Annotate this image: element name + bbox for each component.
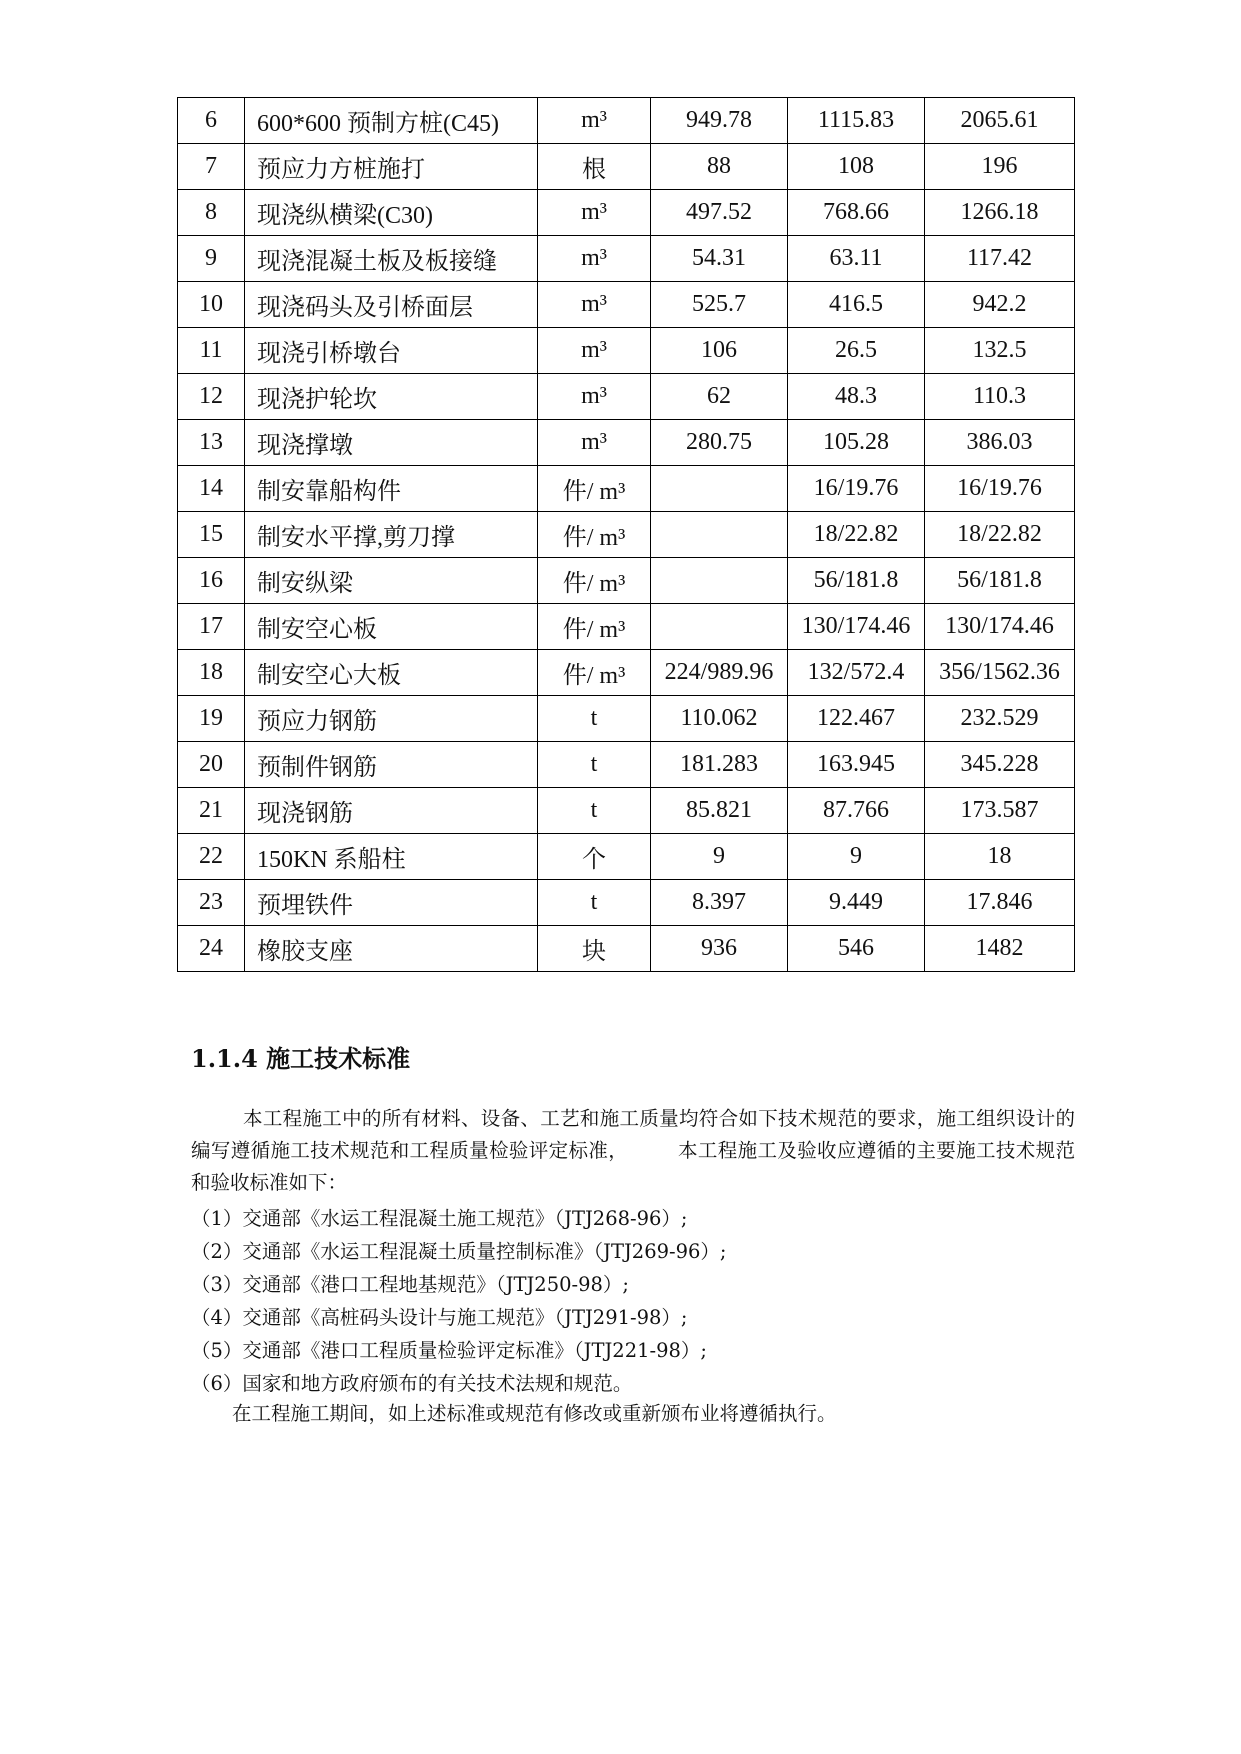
quantity-b-cell: 108 bbox=[788, 144, 925, 190]
row-number-cell: 9 bbox=[178, 236, 245, 282]
table-row bbox=[178, 926, 1075, 972]
table-row bbox=[178, 98, 1075, 144]
total-cell: 356/1562.36 bbox=[925, 650, 1075, 696]
quantity-a-cell bbox=[651, 604, 788, 650]
quantity-b-cell: 416.5 bbox=[788, 282, 925, 328]
item-name-cell: 现浇护轮坎 bbox=[245, 374, 538, 420]
total-cell: 56/181.8 bbox=[925, 558, 1075, 604]
row-number-cell: 7 bbox=[178, 144, 245, 190]
row-number-cell: 12 bbox=[178, 374, 245, 420]
row-number-cell: 14 bbox=[178, 466, 245, 512]
standard-item: （5）交通部《港口工程质量检验评定标准》（JTJ221-98）; bbox=[191, 1339, 707, 1362]
unit-cell: 件/ m³ bbox=[538, 558, 651, 604]
table-row bbox=[178, 328, 1075, 374]
quantity-a-cell: 525.7 bbox=[651, 282, 788, 328]
quantity-b-cell: 16/19.76 bbox=[788, 466, 925, 512]
total-cell: 1482 bbox=[925, 926, 1075, 972]
unit-cell: m³ bbox=[538, 98, 651, 144]
total-cell: 16/19.76 bbox=[925, 466, 1075, 512]
total-cell: 345.228 bbox=[925, 742, 1075, 788]
row-number-cell: 17 bbox=[178, 604, 245, 650]
quantity-table-body bbox=[178, 98, 1075, 972]
closing-paragraph: 在工程施工期间，如上述标准或规范有修改或重新颁布业将遵循执行。 bbox=[232, 1402, 837, 1425]
item-name-cell: 150KN 系船柱 bbox=[245, 834, 538, 880]
item-name-cell: 制安水平撑,剪刀撑 bbox=[245, 512, 538, 558]
table-row bbox=[178, 742, 1075, 788]
item-name-cell: 制安靠船构件 bbox=[245, 466, 538, 512]
table-row bbox=[178, 880, 1075, 926]
unit-cell: m³ bbox=[538, 374, 651, 420]
table-row bbox=[178, 236, 1075, 282]
quantity-a-cell bbox=[651, 558, 788, 604]
quantity-b-cell: 18/22.82 bbox=[788, 512, 925, 558]
quantity-b-cell: 130/174.46 bbox=[788, 604, 925, 650]
item-name-cell: 现浇引桥墩台 bbox=[245, 328, 538, 374]
total-cell: 1266.18 bbox=[925, 190, 1075, 236]
unit-cell: t bbox=[538, 788, 651, 834]
table-row bbox=[178, 144, 1075, 190]
quantity-b-cell: 132/572.4 bbox=[788, 650, 925, 696]
standard-item: （2）交通部《水运工程混凝土质量控制标准》（JTJ269-96）; bbox=[191, 1240, 727, 1263]
quantity-b-cell: 768.66 bbox=[788, 190, 925, 236]
unit-cell: 件/ m³ bbox=[538, 512, 651, 558]
quantity-b-cell: 63.11 bbox=[788, 236, 925, 282]
unit-cell: 根 bbox=[538, 144, 651, 190]
item-name-cell: 600*600 预制方桩(C45) bbox=[245, 98, 538, 144]
quantity-a-cell: 85.821 bbox=[651, 788, 788, 834]
row-number-cell: 8 bbox=[178, 190, 245, 236]
quantity-b-cell: 122.467 bbox=[788, 696, 925, 742]
total-cell: 110.3 bbox=[925, 374, 1075, 420]
item-name-cell: 现浇钢筋 bbox=[245, 788, 538, 834]
quantity-b-cell: 163.945 bbox=[788, 742, 925, 788]
row-number-cell: 18 bbox=[178, 650, 245, 696]
standard-item: （3）交通部《港口工程地基规范》（JTJ250-98）; bbox=[191, 1273, 629, 1296]
row-number-cell: 23 bbox=[178, 880, 245, 926]
table-row bbox=[178, 420, 1075, 466]
standard-item: （1）交通部《水运工程混凝土施工规范》（JTJ268-96）; bbox=[191, 1207, 688, 1230]
quantity-a-cell: 497.52 bbox=[651, 190, 788, 236]
quantity-b-cell: 9 bbox=[788, 834, 925, 880]
row-number-cell: 20 bbox=[178, 742, 245, 788]
table-row bbox=[178, 788, 1075, 834]
standard-item: （6）国家和地方政府颁布的有关技术法规和规范。 bbox=[191, 1372, 633, 1395]
quantity-a-cell: 62 bbox=[651, 374, 788, 420]
row-number-cell: 22 bbox=[178, 834, 245, 880]
item-name-cell: 预制件钢筋 bbox=[245, 742, 538, 788]
table-row bbox=[178, 190, 1075, 236]
quantity-a-cell: 949.78 bbox=[651, 98, 788, 144]
standard-item: （4）交通部《高桩码头设计与施工规范》（JTJ291-98）; bbox=[191, 1306, 688, 1329]
quantity-b-cell: 105.28 bbox=[788, 420, 925, 466]
unit-cell: t bbox=[538, 880, 651, 926]
unit-cell: t bbox=[538, 742, 651, 788]
table-row bbox=[178, 604, 1075, 650]
item-name-cell: 预应力方桩施打 bbox=[245, 144, 538, 190]
quantity-a-cell: 106 bbox=[651, 328, 788, 374]
table-row bbox=[178, 374, 1075, 420]
table-row bbox=[178, 650, 1075, 696]
table-row bbox=[178, 696, 1075, 742]
total-cell: 232.529 bbox=[925, 696, 1075, 742]
quantity-b-cell: 56/181.8 bbox=[788, 558, 925, 604]
unit-cell: m³ bbox=[538, 190, 651, 236]
total-cell: 17.846 bbox=[925, 880, 1075, 926]
item-name-cell: 现浇纵横梁(C30) bbox=[245, 190, 538, 236]
table-row bbox=[178, 512, 1075, 558]
item-name-cell: 预应力钢筋 bbox=[245, 696, 538, 742]
total-cell: 18 bbox=[925, 834, 1075, 880]
item-name-cell: 预埋铁件 bbox=[245, 880, 538, 926]
row-number-cell: 15 bbox=[178, 512, 245, 558]
unit-cell: m³ bbox=[538, 420, 651, 466]
row-number-cell: 21 bbox=[178, 788, 245, 834]
unit-cell: 件/ m³ bbox=[538, 650, 651, 696]
table-row bbox=[178, 282, 1075, 328]
quantity-a-cell: 224/989.96 bbox=[651, 650, 788, 696]
total-cell: 2065.61 bbox=[925, 98, 1075, 144]
intro-paragraph: 本工程施工中的所有材料、设备、工艺和施工质量均符合如下技术规范的要求，施工组织设计的编写遵循施工技术规范和工程质量检验评定标准， 本工程施工及验收应遵循的主要施工技术规范和验收标准如下： bbox=[191, 1107, 1075, 1194]
quantity-b-cell: 1115.83 bbox=[788, 98, 925, 144]
quantity-b-cell: 546 bbox=[788, 926, 925, 972]
total-cell: 942.2 bbox=[925, 282, 1075, 328]
quantity-a-cell: 936 bbox=[651, 926, 788, 972]
quantity-a-cell: 110.062 bbox=[651, 696, 788, 742]
item-name-cell: 制安空心板 bbox=[245, 604, 538, 650]
unit-cell: 块 bbox=[538, 926, 651, 972]
quantity-a-cell: 181.283 bbox=[651, 742, 788, 788]
total-cell: 117.42 bbox=[925, 236, 1075, 282]
row-number-cell: 24 bbox=[178, 926, 245, 972]
unit-cell: 件/ m³ bbox=[538, 466, 651, 512]
item-name-cell: 现浇混凝土板及板接缝 bbox=[245, 236, 538, 282]
total-cell: 173.587 bbox=[925, 788, 1075, 834]
item-name-cell: 制安空心大板 bbox=[245, 650, 538, 696]
unit-cell: m³ bbox=[538, 328, 651, 374]
unit-cell: t bbox=[538, 696, 651, 742]
standards-list bbox=[191, 1202, 727, 1400]
row-number-cell: 11 bbox=[178, 328, 245, 374]
quantity-a-cell: 9 bbox=[651, 834, 788, 880]
quantity-a-cell bbox=[651, 466, 788, 512]
quantity-table bbox=[177, 97, 1075, 972]
total-cell: 196 bbox=[925, 144, 1075, 190]
row-number-cell: 10 bbox=[178, 282, 245, 328]
item-name-cell: 橡胶支座 bbox=[245, 926, 538, 972]
table-row bbox=[178, 558, 1075, 604]
unit-cell: 件/ m³ bbox=[538, 604, 651, 650]
total-cell: 18/22.82 bbox=[925, 512, 1075, 558]
quantity-a-cell: 8.397 bbox=[651, 880, 788, 926]
row-number-cell: 16 bbox=[178, 558, 245, 604]
quantity-a-cell: 88 bbox=[651, 144, 788, 190]
item-name-cell: 制安纵梁 bbox=[245, 558, 538, 604]
row-number-cell: 13 bbox=[178, 420, 245, 466]
quantity-a-cell bbox=[651, 512, 788, 558]
item-name-cell: 现浇撑墩 bbox=[245, 420, 538, 466]
item-name-cell: 现浇码头及引桥面层 bbox=[245, 282, 538, 328]
unit-cell: 个 bbox=[538, 834, 651, 880]
table-row bbox=[178, 466, 1075, 512]
quantity-a-cell: 54.31 bbox=[651, 236, 788, 282]
section-heading: 1.1.4 施工技术标准 bbox=[191, 1044, 411, 1073]
total-cell: 130/174.46 bbox=[925, 604, 1075, 650]
quantity-b-cell: 9.449 bbox=[788, 880, 925, 926]
quantity-b-cell: 48.3 bbox=[788, 374, 925, 420]
row-number-cell: 6 bbox=[178, 98, 245, 144]
row-number-cell: 19 bbox=[178, 696, 245, 742]
quantity-b-cell: 26.5 bbox=[788, 328, 925, 374]
unit-cell: m³ bbox=[538, 236, 651, 282]
unit-cell: m³ bbox=[538, 282, 651, 328]
quantity-b-cell: 87.766 bbox=[788, 788, 925, 834]
table-row bbox=[178, 834, 1075, 880]
total-cell: 132.5 bbox=[925, 328, 1075, 374]
quantity-a-cell: 280.75 bbox=[651, 420, 788, 466]
total-cell: 386.03 bbox=[925, 420, 1075, 466]
